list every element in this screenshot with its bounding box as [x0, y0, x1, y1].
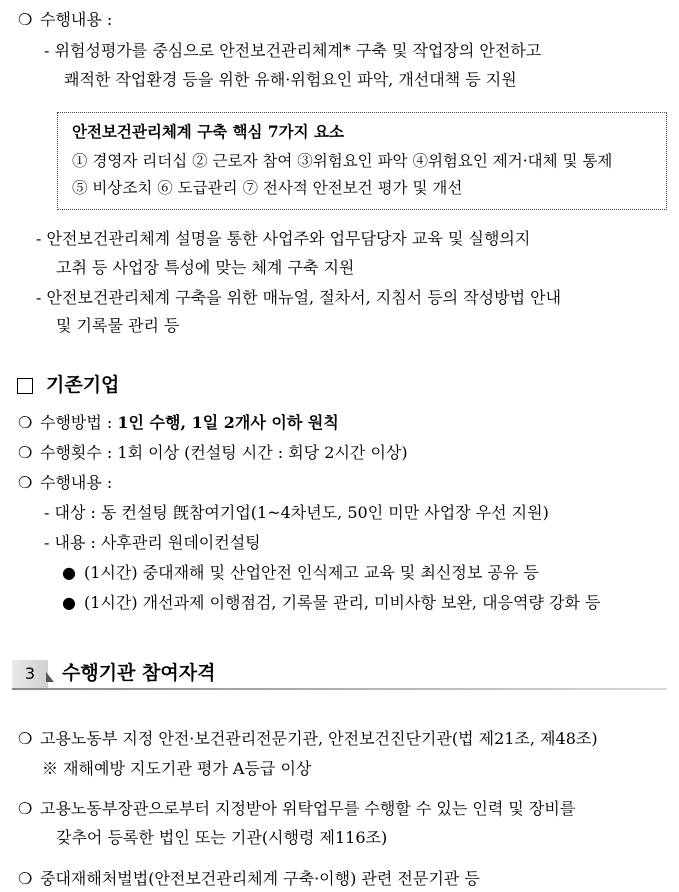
- target-line: - 대상 : 동 컨설팅 旣참여기업(1~4차년도, 50인 미만 사업장 우선 지원): [44, 503, 549, 522]
- section-divider: [12, 688, 667, 690]
- checkbox-square-icon: [17, 378, 33, 394]
- bullet-icon: ●: [62, 563, 76, 582]
- dash-item-1-line2: 쾌적한 작업환경 등을 위한 유해·위험요인 파악, 개선대책 등 지원: [64, 70, 517, 89]
- dash-item-2-line1: - 안전보건관리체계 설명을 통한 사업주와 업무담당자 교육 및 실행의지: [36, 229, 531, 248]
- qualification-item-2-line2: 갖추어 등록한 법인 또는 기관(시행령 제116조): [56, 828, 388, 847]
- circle-bullet-icon: ❍: [18, 799, 33, 818]
- content-line: - 내용 : 사후관리 원데이컨설팅: [44, 533, 261, 552]
- circle-bullet-icon: ❍: [18, 10, 33, 29]
- dash-item-3-line1: - 안전보건관리체계 구축을 위한 매뉴얼, 절차서, 지침서 등의 작성방법 안내: [36, 288, 562, 307]
- method-value: 1인 수행, 1일 2개사 이하 원칙: [117, 413, 339, 432]
- circle-bullet-icon: ❍: [18, 473, 33, 492]
- bullet-item-1: ● (1시간) 중대재해 및 산업안전 인식제고 교육 및 최신정보 공유 등: [62, 563, 539, 582]
- section-marker-icon: [46, 672, 54, 682]
- box-title: 안전보건관리체계 구축 핵심 7가지 요소: [72, 122, 344, 141]
- qualification-item-2: ❍ 고용노동부장관으로부터 지정받아 위탁업무를 수행할 수 있는 인력 및 장비를: [18, 799, 576, 818]
- bullet-icon: ●: [62, 593, 76, 612]
- method-item: ❍ 수행방법 : 1인 수행, 1일 2개사 이하 원칙: [18, 413, 339, 432]
- content-item: ❍ 수행내용 :: [18, 473, 113, 492]
- core-elements-box: [57, 112, 667, 210]
- circle-bullet-icon: ❍: [18, 443, 33, 462]
- bullet-item-2: ● (1시간) 개선과제 이행점검, 기록물 관리, 미비사항 보완, 대응역량 강화 등: [62, 593, 601, 612]
- section-title: 수행기관 참여자격: [62, 662, 216, 684]
- section-number: 3: [12, 660, 48, 688]
- circle-bullet-icon: ❍: [18, 413, 33, 432]
- box-line-1: ① 경영자 리더십 ② 근로자 참여 ③위험요인 파악 ④위험요인 제거·대체 및 통제: [72, 152, 613, 170]
- qualification-item-3: ❍ 중대재해처벌법(안전보건관리체계 구축·이행) 관련 전문기관 등: [18, 869, 480, 888]
- circle-bullet-icon: ❍: [18, 729, 33, 748]
- dash-item-1-line1: - 위험성평가를 중심으로 안전보건관리체계* 구축 및 작업장의 안전하고: [44, 41, 542, 60]
- box-line-2: ⑤ 비상조치 ⑥ 도급관리 ⑦ 전사적 안전보건 평가 및 개선: [72, 179, 463, 197]
- existing-heading: 기존기업: [46, 374, 120, 396]
- content-item: ❍ 수행내용 :: [18, 10, 113, 29]
- dash-item-3-line2: 및 기록물 관리 등: [56, 316, 180, 335]
- count-item: ❍ 수행횟수 : 1회 이상 (컨설팅 시간 : 회당 2시간 이상): [18, 443, 408, 462]
- qualification-item-1: ❍ 고용노동부 지정 안전·보건관리전문기관, 안전보건진단기관(법 제21조, 제48조): [18, 729, 598, 748]
- dash-item-2-line2: 고취 등 사업장 특성에 맞는 체계 구축 지원: [56, 258, 355, 277]
- circle-bullet-icon: ❍: [18, 869, 33, 888]
- qualification-note: ※ 재해예방 지도기관 평가 A등급 이상: [42, 759, 312, 778]
